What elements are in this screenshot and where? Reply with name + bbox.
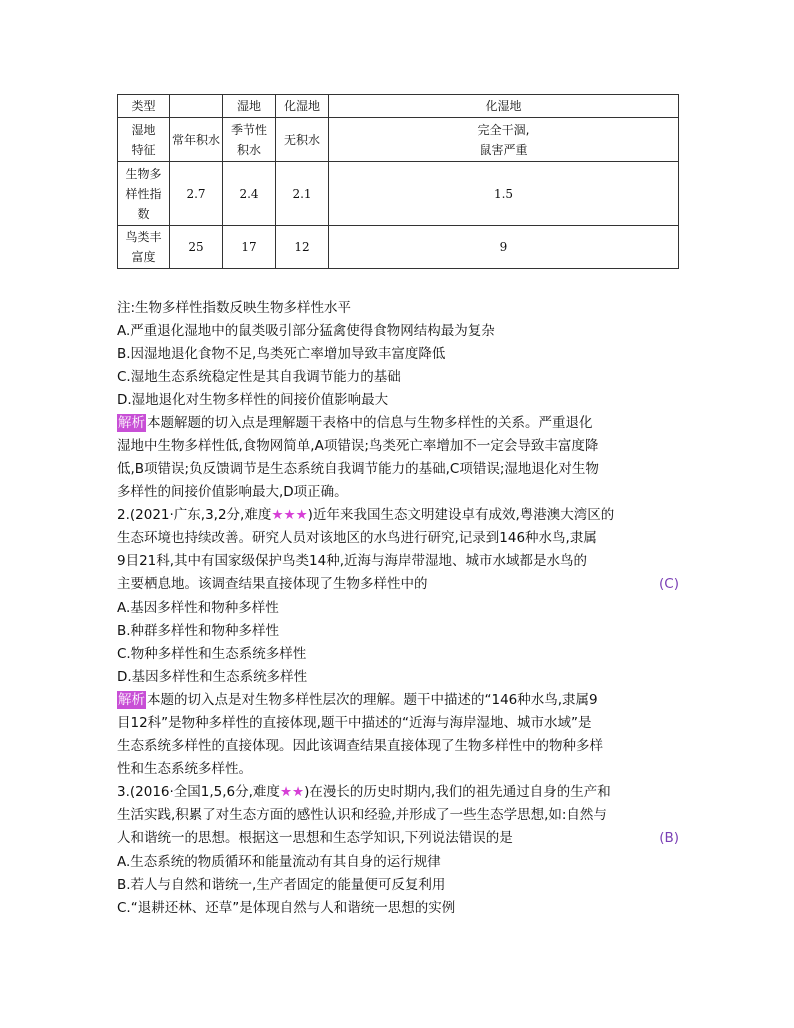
option-d: D.基因多样性和生态系统多样性 (117, 669, 308, 685)
question-stem-line: 9目21科,其中有国家级保护鸟类14种,近海与海岸带湿地、城市水域都是水鸟的 (117, 553, 588, 569)
table-cell: 2.1 (276, 162, 329, 226)
question-stem-line: 生态环境也持续改善。研究人员对该地区的水鸟进行研究,记录到146种水鸟,隶属 (117, 530, 597, 546)
table-cell: 无积水 (276, 118, 329, 162)
table-cell: 1.5 (329, 162, 679, 226)
table-cell: 17 (223, 226, 276, 269)
option-b: B.若人与自然和谐统一,生产者固定的能量便可反复利用 (117, 877, 446, 893)
analysis-line: 多样性的间接价值影响最大,D项正确。 (117, 484, 348, 500)
table-row (118, 226, 679, 269)
table-cell: 季节性 积水 (223, 118, 276, 162)
table-row (118, 162, 679, 226)
question-stem-line: 主要栖息地。该调查结果直接体现了生物多样性中的 (C) (117, 576, 679, 592)
table-note: 注:生物多样性指数反映生物多样性水平 (117, 300, 352, 316)
table-cell: 2.7 (170, 162, 223, 226)
table-header-cell (170, 95, 223, 118)
analysis-line: 湿地中生物多样性低,食物网简单,A项错误;鸟类死亡率增加不一定会导致丰富度降 (117, 438, 599, 454)
answer-mark: (C) (659, 576, 679, 592)
analysis-tag: 解析 (118, 692, 145, 708)
table-cell: 12 (276, 226, 329, 269)
question-stem-line: 生活实践,积累了对生态方面的感性认识和经验,并形成了一些生态学思想,如:自然与 (117, 807, 607, 823)
table-header-cell: 湿地 (223, 95, 276, 118)
option-a: A.基因多样性和物种多样性 (117, 600, 279, 616)
option-c: C.物种多样性和生态系统多样性 (117, 646, 307, 662)
option-b: B.因湿地退化食物不足,鸟类死亡率增加导致丰富度降低 (117, 346, 446, 362)
table-cell: 9 (329, 226, 679, 269)
option-a: A.生态系统的物质循环和能量流动有其自身的运行规律 (117, 854, 441, 870)
analysis-line: 目12科”是物种多样性的直接体现,题干中描述的“近海与海岸湿地、城市水域”是 (117, 715, 592, 731)
difficulty-stars: ★★★ (271, 507, 308, 523)
answer-mark: (B) (659, 830, 679, 846)
question-stem-line: 人和谐统一的思想。根据这一思想和生态学知识,下列说法错误的是 (B) (117, 830, 679, 846)
table-row (118, 118, 679, 162)
question-stem-line: 2.(2021·广东,3,2分,难度★★★)近年来我国生态文明建设卓有成效,粤港澳大湾区的 (117, 507, 615, 523)
table-row-label: 湿地 特征 (118, 118, 170, 162)
table-cell: 完全干涸, 鼠害严重 (329, 118, 679, 162)
difficulty-stars: ★★ (279, 784, 305, 800)
table-row-label: 鸟类丰 富度 (118, 226, 170, 269)
analysis-line: 解析 本题的切入点是对生物多样性层次的理解。题干中描述的“146种水鸟,隶属9 (118, 692, 598, 708)
analysis-line: 低,B项错误;负反馈调节是生态系统自我调节能力的基础,C项错误;湿地退化对生物 (117, 461, 599, 477)
option-a: A.严重退化湿地中的鼠类吸引部分猛禽使得食物网结构最为复杂 (117, 323, 495, 339)
table-cell: 25 (170, 226, 223, 269)
option-c: C.“退耕还林、还草”是体现自然与人和谐统一思想的实例 (117, 900, 456, 916)
option-d: D.湿地退化对生物多样性的间接价值影响最大 (117, 392, 389, 408)
analysis-line: 性和生态系统多样性。 (117, 761, 252, 777)
analysis-line: 解析 本题解题的切入点是理解题干表格中的信息与生物多样性的关系。严重退化 (118, 415, 593, 431)
option-b: B.种群多样性和物种多样性 (117, 623, 280, 639)
table-header-row (118, 95, 679, 118)
table-row-label: 生物多 样性指 数 (118, 162, 170, 226)
table-header-cell: 化湿地 (329, 95, 679, 118)
wetland-table (117, 94, 679, 269)
table-cell: 2.4 (223, 162, 276, 226)
table-cell: 常年积水 (170, 118, 223, 162)
analysis-line: 生态系统多样性的直接体现。因此该调查结果直接体现了生物多样性中的物种多样 (117, 738, 603, 754)
table-header-cell: 类型 (118, 95, 170, 118)
analysis-tag: 解析 (118, 415, 145, 431)
option-c: C.湿地生态系统稳定性是其自我调节能力的基础 (117, 369, 401, 385)
question-stem-line: 3.(2016·全国1,5,6分,难度★★)在漫长的历史时期内,我们的祖先通过自身的生产和 (117, 784, 611, 800)
table-header-cell: 化湿地 (276, 95, 329, 118)
